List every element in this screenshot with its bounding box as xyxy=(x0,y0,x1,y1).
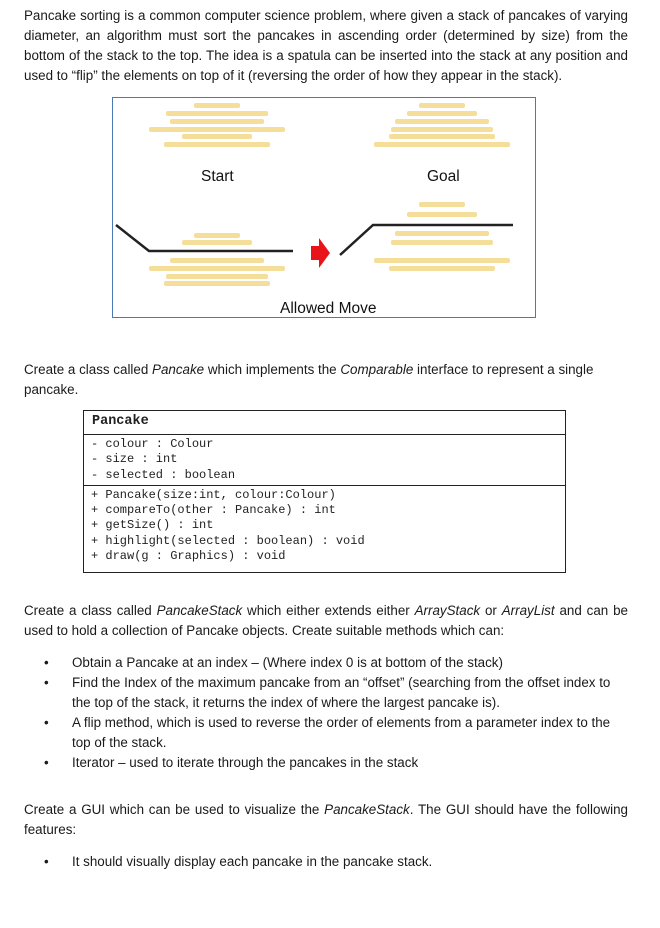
method-requirements-list xyxy=(24,653,628,773)
bullet-icon: • xyxy=(44,655,49,670)
pancake-class-name: Pancake xyxy=(152,362,205,377)
pancake xyxy=(395,119,489,124)
pancake xyxy=(395,231,489,236)
pancake xyxy=(407,111,477,116)
uml-method: + compareTo(other : Pancake) : int xyxy=(91,503,336,518)
uml-method: + getSize() : int xyxy=(91,518,214,533)
pancake xyxy=(419,103,465,108)
bullet-icon: • xyxy=(44,675,49,690)
pancake xyxy=(389,266,495,271)
pancake-stacks xyxy=(149,103,510,286)
pancake xyxy=(170,119,264,124)
pancake xyxy=(182,240,252,245)
uml-attributes xyxy=(84,435,565,486)
uml-method: + draw(g : Graphics) : void xyxy=(91,549,286,564)
uml-method: + highlight(selected : boolean) : void xyxy=(91,533,365,548)
pancake xyxy=(170,258,264,263)
comparable-interface-name: Comparable xyxy=(340,362,414,377)
pancake xyxy=(164,281,270,286)
allowed-move-label: Allowed Move xyxy=(280,300,377,317)
list-item: • It should visually display each pancake in the pancake stack. xyxy=(24,852,628,872)
arraystack-name: ArrayStack xyxy=(414,603,481,618)
pancake xyxy=(374,142,510,147)
pancake-class-paragraph: Create a class called Pancake which implements the Comparable interface to represent a single pancake. xyxy=(24,362,594,397)
uml-attribute: - size : int xyxy=(91,452,178,467)
list-item: • A flip method, which is used to reverse the order of elements from a parameter index to the top of the stack. xyxy=(44,715,611,750)
pancake xyxy=(149,127,285,132)
pancake xyxy=(182,134,252,139)
gui-class-name: PancakeStack xyxy=(324,802,410,817)
uml-methods xyxy=(84,486,565,566)
pancake xyxy=(194,103,240,108)
pancake xyxy=(407,212,477,217)
pancake xyxy=(149,266,285,271)
pancake xyxy=(166,274,268,279)
bullet-icon: • xyxy=(44,715,49,730)
start-label: Start xyxy=(201,168,234,185)
list-item: • Find the Index of the maximum pancake from an “offset” (searching from the offset index to the top of the stack, it returns the index of where the largest pancake is). xyxy=(44,675,611,710)
pancake xyxy=(391,127,493,132)
pancakestack-class-name: PancakeStack xyxy=(156,603,243,618)
pancake xyxy=(374,258,510,263)
bullet-icon: • xyxy=(44,755,49,770)
pancake-flip-figure xyxy=(112,97,536,318)
pancake xyxy=(389,134,495,139)
uml-attribute: - selected : boolean xyxy=(91,467,236,482)
list-item: • Obtain a Pancake at an index – (Where index 0 is at bottom of the stack) xyxy=(24,653,628,673)
uml-attribute: - colour : Colour xyxy=(91,437,214,451)
flip-arrow-icon xyxy=(311,238,330,268)
list-item: • Iterator – used to iterate through the pancakes in the stack xyxy=(24,753,628,773)
gui-paragraph: Create a GUI which can be used to visualize the PancakeStack. The GUI should have the following features: xyxy=(24,802,628,837)
goal-label: Goal xyxy=(427,168,460,185)
intro-paragraph: Pancake sorting is a common computer science problem, where given a stack of pancakes of varying diameter, an algorithm must sort the pancakes in ascending order (determined by size) from the bottom of the stack to the top. The idea is a spatula can be inserted into the stack at any position and used to “flip” the elements on top of it (reversing the order of how they appear in the stack). xyxy=(24,8,628,83)
pancake-uml-diagram xyxy=(83,410,566,573)
gui-requirements-list xyxy=(24,852,628,872)
pancake xyxy=(166,111,268,116)
bullet-icon: • xyxy=(44,854,49,869)
pancake xyxy=(391,240,493,245)
arraylist-name: ArrayList xyxy=(501,603,555,618)
pancake xyxy=(419,202,465,207)
uml-class-title: Pancake xyxy=(84,411,565,435)
pancakestack-paragraph: Create a class called PancakeStack which either extends either ArrayStack or ArrayList and can be used to hold a collection of Pancake objects. Create suitable methods which can: xyxy=(24,603,628,638)
pancake xyxy=(164,142,270,147)
pancake xyxy=(194,233,240,238)
pancake-figure-drawing xyxy=(113,98,537,319)
uml-method: + Pancake(size:int, colour:Colour) xyxy=(91,487,336,502)
